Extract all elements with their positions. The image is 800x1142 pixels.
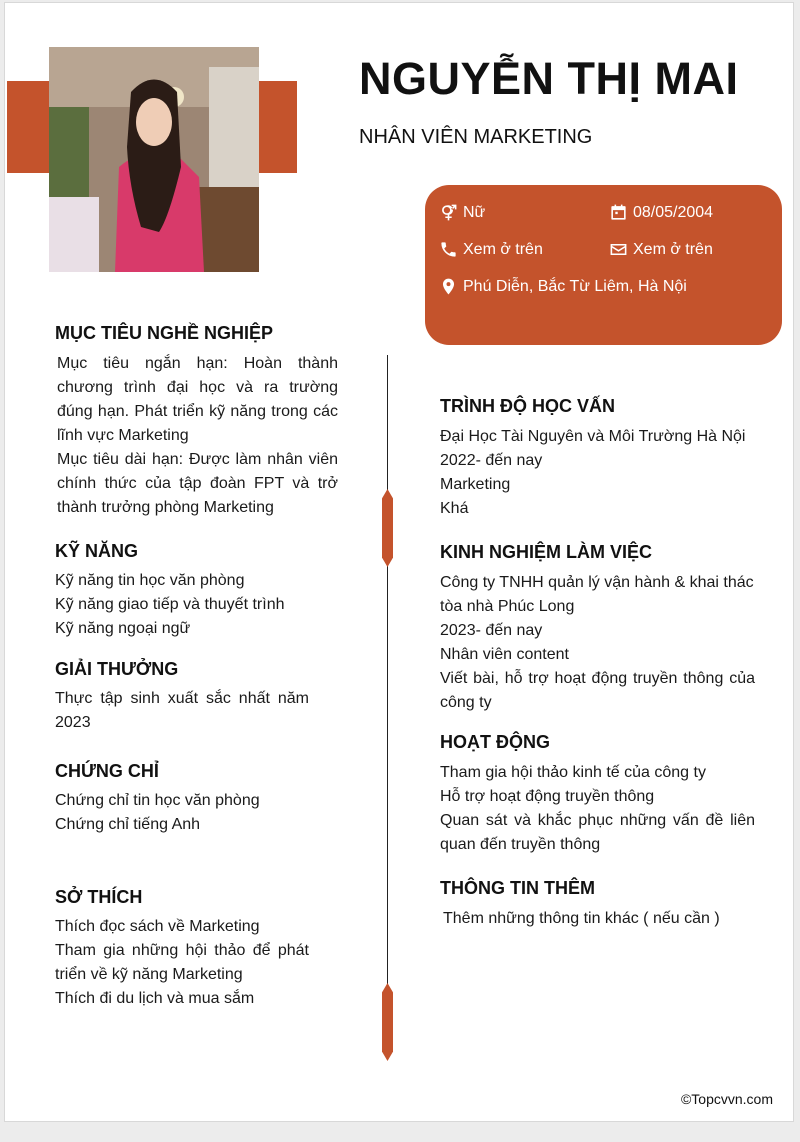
contact-phone	[439, 240, 543, 259]
extra-heading: THÔNG TIN THÊM	[440, 878, 595, 898]
calendar-icon	[609, 203, 628, 222]
experience-period: 2023- đến nay	[440, 622, 543, 639]
email-value: Xem ở trên	[633, 240, 713, 258]
contact-email	[609, 240, 713, 259]
skill-item: Kỹ năng tin học văn phòng	[55, 572, 245, 589]
gender-value: Nữ	[463, 203, 486, 221]
skill-item: Kỹ năng ngoại ngữ	[55, 620, 191, 637]
education-grade: Khá	[440, 500, 469, 517]
mail-icon	[609, 240, 628, 259]
extra-text: Thêm những thông tin khác ( nếu cần )	[443, 910, 720, 927]
hobby-item: Thích đi du lịch và mua sắm	[55, 990, 255, 1007]
certs-heading: CHỨNG CHỈ	[55, 761, 159, 781]
accent-bar-left	[7, 81, 49, 173]
activity-item: Quan sát và khắc phục những vấn đề liên quan đến truyền thông	[440, 812, 755, 853]
hobbies-heading: SỞ THÍCH	[55, 887, 143, 907]
objective-short: Mục tiêu ngắn hạn: Hoàn thành chương trình đại học và ra trường đúng hạn. Phát triển kỹ năng trong các lĩnh vực Marketing	[57, 355, 338, 444]
accent-bar-right	[259, 81, 297, 173]
experience-heading: KINH NGHIỆM LÀM VIỆC	[440, 542, 653, 562]
address-value: Phú Diễn, Bắc Từ Liêm, Hà Nội	[463, 277, 687, 295]
education-major: Marketing	[440, 476, 511, 493]
experience-company: Công ty TNHH quản lý vận hành & khai thác tòa nhà Phúc Long	[440, 574, 754, 615]
hobby-item: Thích đọc sách về Marketing	[55, 918, 260, 935]
contact-address	[439, 277, 687, 296]
phone-icon	[439, 240, 458, 259]
center-divider	[387, 355, 388, 1060]
dob-value: 08/05/2004	[633, 203, 714, 221]
profile-photo	[49, 47, 259, 272]
experience-position: Nhân viên content	[440, 646, 569, 663]
objective-long: Mục tiêu dài hạn: Được làm nhân viên chính thức của tập đoàn FPT và trở thành trưởng phòng Marketing	[57, 451, 338, 516]
divider-marker	[382, 489, 393, 567]
phone-value: Xem ở trên	[463, 240, 543, 258]
experience-desc: Viết bài, hỗ trợ hoạt động truyền thông của công ty	[440, 670, 755, 711]
skill-item: Kỹ năng giao tiếp và thuyết trình	[55, 596, 285, 613]
cv-page	[4, 2, 794, 1122]
education-period: 2022- đến nay	[440, 452, 543, 469]
contact-card	[425, 185, 782, 345]
activity-item: Tham gia hội thảo kinh tế của công ty	[440, 764, 706, 781]
awards-heading: GIẢI THƯỞNG	[55, 659, 179, 679]
cert-item: Chứng chỉ tiếng Anh	[55, 816, 201, 833]
location-icon	[439, 277, 458, 296]
job-title: NHÂN VIÊN MARKETING	[359, 126, 593, 148]
divider-marker	[382, 983, 393, 1061]
skills-heading: KỸ NĂNG	[55, 541, 139, 561]
gender-icon	[439, 203, 458, 222]
hobby-item: Tham gia những hội thảo để phát triển về kỹ năng Marketing	[55, 942, 309, 983]
cert-item: Chứng chỉ tin học văn phòng	[55, 792, 260, 809]
award-item: Thực tập sinh xuất sắc nhất năm 2023	[55, 690, 309, 731]
footer-credit: ©Topcvvn.com	[680, 1091, 773, 1107]
activity-item: Hỗ trợ hoạt động truyền thông	[440, 788, 655, 805]
education-school: Đại Học Tài Nguyên và Môi Trường Hà Nội	[440, 428, 746, 445]
contact-dob	[609, 203, 713, 222]
candidate-name: NGUYỄN THỊ MAI	[359, 53, 739, 104]
education-heading: TRÌNH ĐỘ HỌC VẤN	[440, 396, 615, 416]
activities-heading: HOẠT ĐỘNG	[440, 732, 550, 752]
objective-heading: MỤC TIÊU NGHỀ NGHIỆP	[55, 323, 274, 343]
contact-gender	[439, 203, 485, 222]
